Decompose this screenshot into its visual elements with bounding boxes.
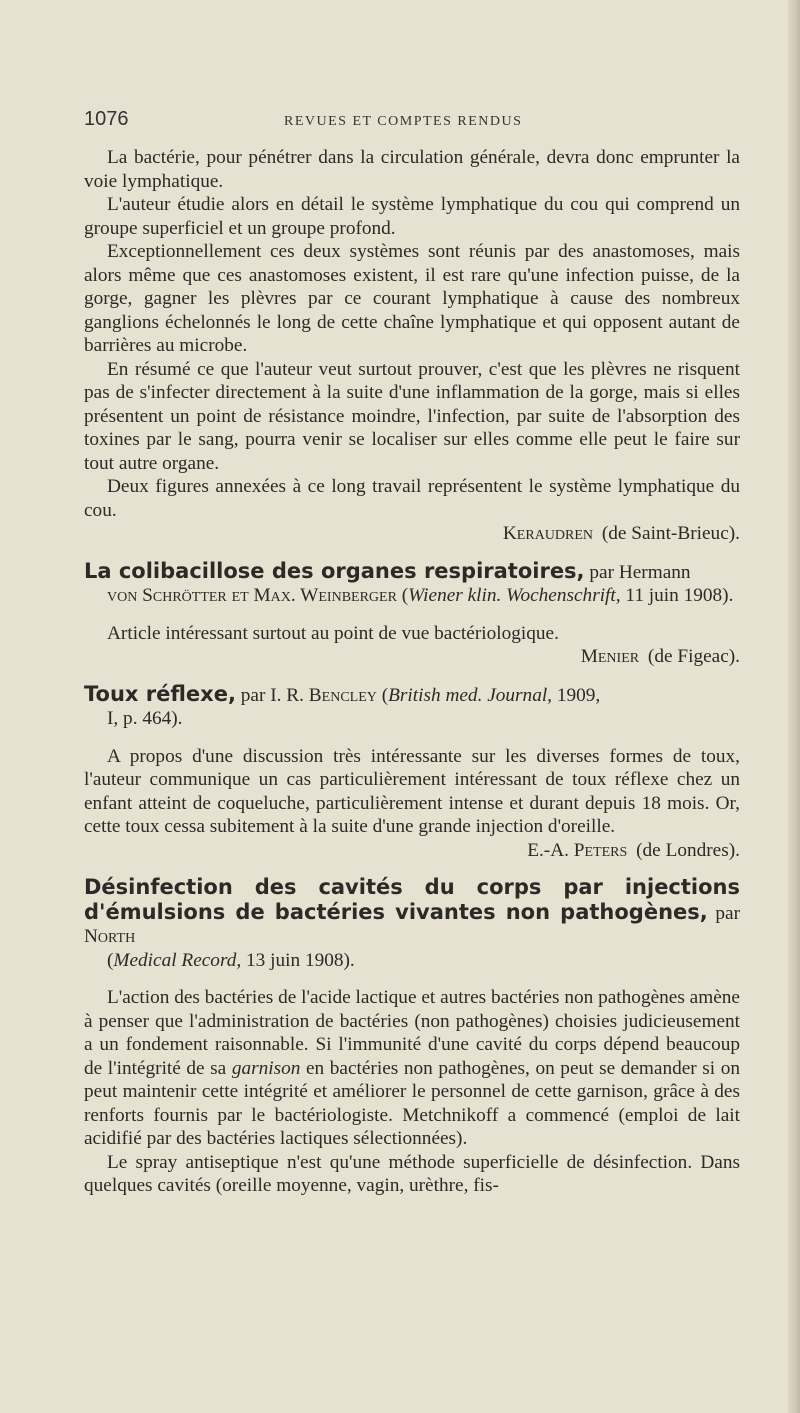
journal: British med. Journal, xyxy=(388,684,553,706)
citation xyxy=(84,949,740,973)
byline: par Hermann xyxy=(589,561,691,583)
date: 13 juin 1908). xyxy=(246,949,355,971)
paragraph-text: en bactéries non pathogènes, on peut se demander si on peut maintenir cette intégrité et améliorer le personnel de cette garnison, grâce à des renforts fournis par le bactériologiste. Metchnikoff a commencé (emploi de lait acidifié par des bactéries lactiques sélectionnées). xyxy=(84,1057,740,1149)
authors: von Schrötter et Max. Weinberger xyxy=(107,585,397,606)
signature xyxy=(84,645,740,669)
paragraph: La bactérie, pour pénétrer dans la circulation générale, devra donc emprunter la voie lymphatique. xyxy=(84,147,740,192)
emphasis: garnison xyxy=(231,1057,301,1079)
signature xyxy=(84,839,740,863)
signature-location: (de Figeac). xyxy=(647,646,740,667)
article-title: Toux réflexe, xyxy=(84,681,236,706)
date: 11 juin 1908). xyxy=(625,585,734,606)
article-heading xyxy=(84,560,740,608)
date: 1909, xyxy=(556,684,601,706)
paren: ( xyxy=(401,585,409,606)
page-edge xyxy=(788,0,800,1413)
author: North xyxy=(84,926,136,947)
running-head: REVUES ET COMPTES RENDUS xyxy=(284,114,523,129)
signature xyxy=(84,522,740,546)
paragraph: Le spray antiseptique n'est qu'une méthode superficielle de désinfection. Dans quelques cavités (oreille moyenne, vagin, urèthre, fis- xyxy=(84,1151,740,1196)
paragraph-text: L'action des bactéries de l'acide lactique et autres bactéries non pathogènes amène à penser que l'administration de bactéries (non pathogènes) choisies judicieusement a un fondement raisonnable. Si l'immunité d'une cavité du corps dépend beaucoup de l'intégrité de sa xyxy=(84,987,740,1079)
journal: Medical Record, xyxy=(113,949,242,971)
volume: I, p. 464). xyxy=(107,708,183,729)
author: Bencley xyxy=(308,684,377,706)
paragraph: En résumé ce que l'auteur veut surtout prouver, c'est que les plèvres ne risquent pas de s'infecter directement à la suite d'une inflammation de la gorge, mais si elles présentent un point de résistance moindre, l'infection, par suite de l'absorption des toxines par le sang, pourra venir se localiser sur elles comme elle peut le faire sur tout autre organe. xyxy=(84,358,740,474)
paren: ( xyxy=(107,949,114,971)
paragraph: Article intéressant surtout au point de vue bactériologique. xyxy=(107,622,559,644)
signature-name: Menier xyxy=(580,646,640,667)
journal: Wiener klin. Wochenschrift, xyxy=(408,585,621,606)
page-number: 1076 xyxy=(84,108,129,130)
byline: par I. R. xyxy=(240,684,304,706)
article-heading xyxy=(84,876,740,972)
running-header xyxy=(84,108,740,146)
signature-location: (de Saint-Brieuc). xyxy=(601,523,740,544)
paragraph: Exceptionnellement ces deux systèmes sont réunis par des anastomoses, mais alors même que ces anastomoses existent, il est rare qu'une infection puisse, de la gorge, gagner les plèvres par ce courant lymphatique à cause des nombreux ganglions échelonnés le long de cette chaîne lymphatique et qui opposent autant de barrières au microbe. xyxy=(84,241,740,356)
paren: ( xyxy=(381,684,389,706)
signature-name: E.-A. Peters xyxy=(527,839,628,861)
article-title: La colibacillose des organes respiratoires, xyxy=(84,558,585,583)
paragraph: A propos d'une discussion très intéressante sur les diverses formes de toux, l'auteur communique un cas particulièrement intéressant de toux réflexe chez un enfant atteint de coqueluche, particulièrement intense et durant depuis 18 mois. Or, cette toux cessa subitement à la suite d'une grande injection d'oreille. xyxy=(84,745,740,837)
body-text xyxy=(84,146,740,1198)
article-heading xyxy=(84,683,740,731)
page xyxy=(84,108,740,1198)
signature-location: (de Londres). xyxy=(636,839,740,861)
article-title: Désinfection des cavités du corps par injections d'émulsions de bactéries vivantes non pathogènes, xyxy=(84,875,740,924)
paragraph xyxy=(84,986,740,1151)
signature-name: Keraudren xyxy=(502,523,594,544)
paragraph: Deux figures annexées à ce long travail représentent le système lymphatique du cou. xyxy=(84,476,740,521)
paragraph: L'auteur étudie alors en détail le système lymphatique du cou qui comprend un groupe superficiel et un groupe profond. xyxy=(84,194,740,239)
citation xyxy=(84,584,740,608)
byline: par xyxy=(715,902,740,924)
